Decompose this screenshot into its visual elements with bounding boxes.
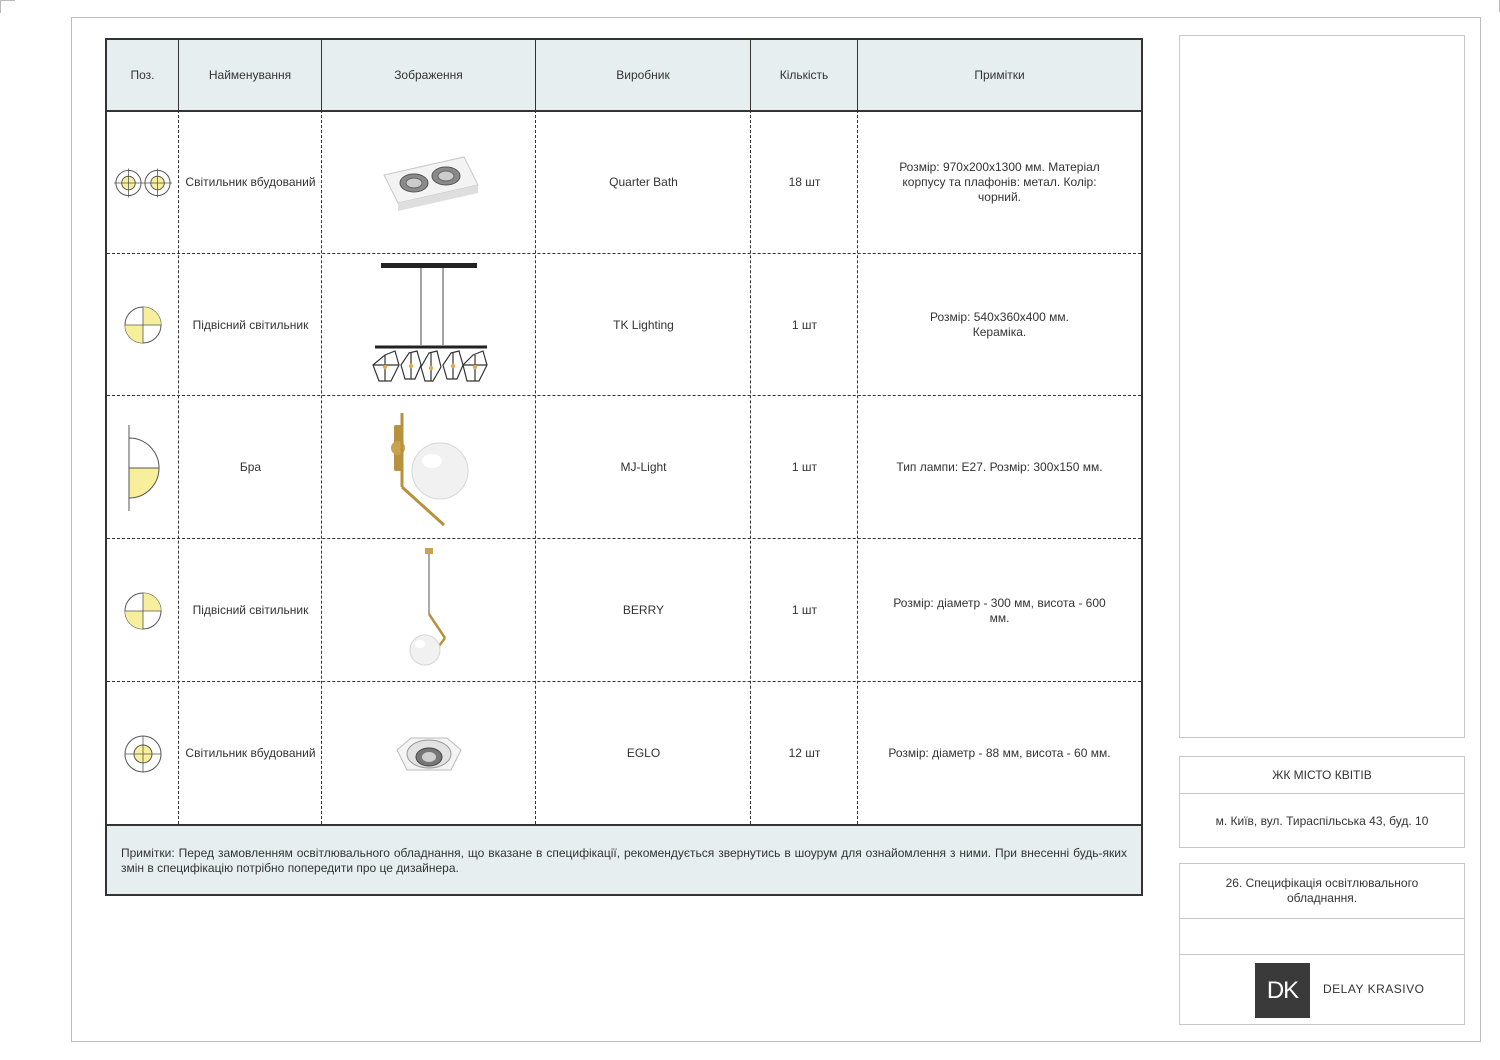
- row-symbol: [107, 540, 179, 681]
- double-circle-icon: [113, 165, 173, 201]
- row-maker: BERRY: [622, 603, 665, 617]
- row-qty: 12 шт: [788, 746, 821, 760]
- row-symbol: [107, 255, 179, 395]
- header-image: Зображення: [322, 40, 536, 110]
- row-divider: [107, 681, 1141, 682]
- pendant-symbol-icon: [123, 591, 163, 631]
- row-symbol: [107, 112, 179, 253]
- pendant-cage-five-lamps-image: [367, 259, 491, 391]
- row-image: [322, 683, 536, 824]
- table-header: [107, 40, 1141, 112]
- header-notes: Примітки: [974, 68, 1025, 82]
- title-block-divider: [1180, 918, 1464, 919]
- sheet-title: 26. Специфікація освітлювального обладнання.: [1225, 876, 1419, 905]
- header-maker: Виробник: [536, 40, 751, 110]
- specification-table: [105, 38, 1143, 896]
- row-notes: Розмір: 970х200х1300 мм. Матеріал корпусу та плафонів: метал. Колір: чорний.: [899, 160, 1100, 204]
- row-notes: Розмір: 540х360х400 мм. Кераміка.: [929, 310, 1069, 339]
- row-name: Підвісний світильник: [192, 603, 309, 617]
- row-image: [322, 255, 536, 395]
- wall-sconce-icon: [123, 423, 163, 513]
- title-block-project: [1179, 756, 1465, 848]
- row-qty: 18 шт: [788, 175, 821, 189]
- row-qty: 1 шт: [791, 460, 818, 474]
- row-maker: TK Lighting: [613, 317, 674, 332]
- table-footnote: Примітки: Перед замовленням освітлювального обладнання, що вказане в специфікації, рекомендується звернутись в шоурум для ознайомлення з ними. При внесенні будь-яких змін в специфікацію потрібно попередити про це дизайнера.: [107, 824, 1141, 894]
- row-maker: MJ-Light: [620, 460, 667, 474]
- project-name: ЖК МІСТО КВІТІВ: [1272, 767, 1372, 782]
- header-qty: Кількість: [751, 40, 858, 110]
- row-divider: [107, 538, 1141, 539]
- title-block-drawing-area: [1179, 35, 1465, 738]
- row-qty: 1 шт: [791, 317, 818, 332]
- row-qty: 1 шт: [791, 603, 818, 617]
- row-name: Підвісний світильник: [192, 317, 309, 332]
- wall-sconce-globe-image: [364, 403, 494, 533]
- header-name: Найменування: [179, 40, 322, 110]
- header-pos: Поз.: [107, 40, 179, 110]
- logo: DK: [1255, 963, 1310, 1018]
- row-maker: EGLO: [626, 746, 661, 760]
- pendant-globe-brass-image: [379, 546, 479, 676]
- row-maker: Quarter Bath: [609, 175, 678, 189]
- row-image: [322, 112, 536, 253]
- row-divider: [107, 395, 1141, 396]
- row-notes: Розмір: діаметр - 88 мм, висота - 60 мм.: [888, 746, 1111, 760]
- row-symbol: [107, 397, 179, 538]
- project-address: м. Київ, вул. Тираспільська 43, буд. 10: [1215, 814, 1429, 828]
- row-notes: Розмір: діаметр - 300 мм, висота - 600 мм.: [893, 595, 1106, 625]
- crop-mark-top-left: [0, 0, 15, 13]
- recessed-single-spotlight-image: [389, 714, 469, 794]
- row-divider: [107, 253, 1141, 254]
- row-name: Світильник вбудований: [185, 175, 316, 189]
- recessed-double-spotlight-image: [364, 123, 494, 243]
- title-block-sheet: [1179, 863, 1465, 1025]
- pendant-symbol-icon: [123, 305, 163, 345]
- row-symbol: [107, 683, 179, 824]
- crop-mark-top-right: [1485, 0, 1500, 12]
- row-image: [322, 397, 536, 538]
- row-notes: Тип лампи: Е27. Розмір: 300х150 мм.: [896, 460, 1103, 474]
- brand-name: DELAY KRASIVO: [1323, 982, 1425, 996]
- brand-block: [1180, 955, 1464, 1025]
- row-name: Світильник вбудований: [185, 746, 316, 760]
- row-name: Бра: [239, 460, 262, 474]
- single-circle-icon: [123, 734, 163, 774]
- row-image: [322, 540, 536, 681]
